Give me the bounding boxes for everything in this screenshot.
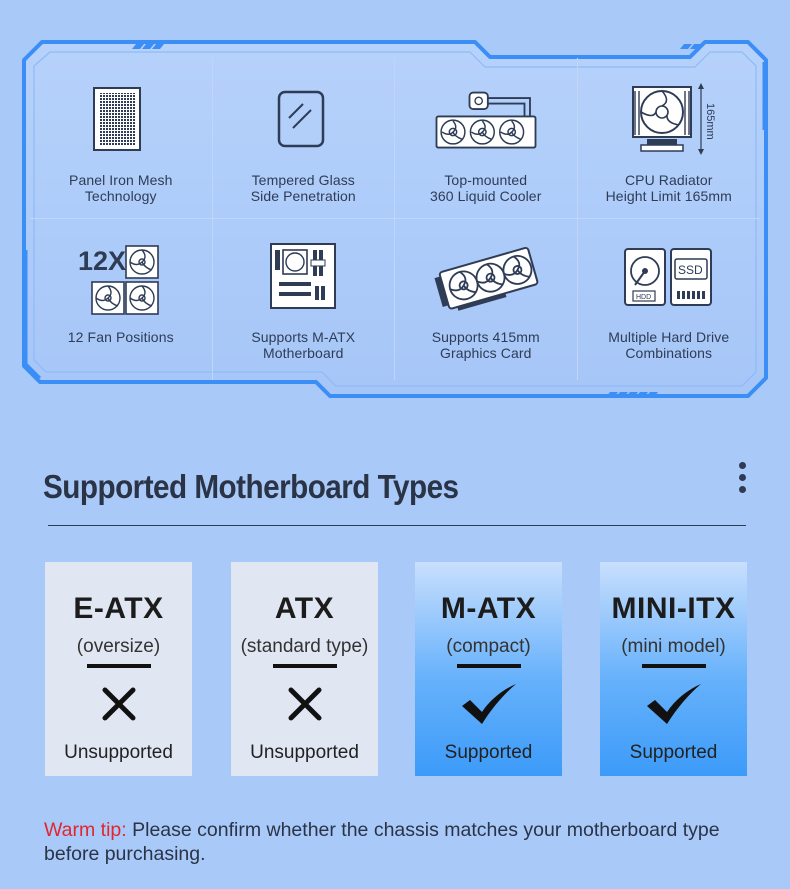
section-title: Supported Motherboard Types xyxy=(43,468,459,505)
board-name: ATX xyxy=(274,592,335,625)
feature-graphics-card xyxy=(395,219,578,380)
board-name: MINI-ITX xyxy=(611,592,736,625)
board-size: (standard type) xyxy=(240,636,369,657)
board-status: Unsupported xyxy=(64,742,173,763)
board-status: Supported xyxy=(629,742,718,763)
glass-panel-icon xyxy=(273,86,333,156)
board-name: M-ATX xyxy=(440,592,537,625)
fan-grid-icon xyxy=(76,240,166,316)
feature-glass-panel xyxy=(213,58,396,219)
board-size: (compact) xyxy=(446,636,531,657)
cross-icon xyxy=(101,686,137,722)
board-card-e-atx xyxy=(45,562,192,776)
height-dimension-label: 165mm xyxy=(703,103,716,140)
motherboard-icon xyxy=(263,240,343,316)
ssd-label: SSD xyxy=(677,263,703,277)
feature-label: 12 Fan Positions xyxy=(67,329,174,345)
feature-label: Multiple Hard Drive Combinations xyxy=(608,329,730,361)
liquid-cooler-icon xyxy=(431,86,541,156)
feature-mesh-panel xyxy=(30,58,213,219)
tip-text: Please confirm whether the chassis matches your motherboard type before purchasing. xyxy=(44,819,720,865)
board-card-atx xyxy=(231,562,378,776)
board-status: Supported xyxy=(444,742,533,763)
motherboard-cards xyxy=(45,562,747,776)
cross-icon xyxy=(287,686,323,722)
graphics-card-icon xyxy=(431,240,541,316)
checkmark-icon xyxy=(645,682,703,726)
mesh-panel-icon xyxy=(91,86,151,156)
feature-fan-positions xyxy=(30,219,213,380)
board-card-m-atx xyxy=(415,562,562,776)
cpu-radiator-icon xyxy=(619,81,719,161)
feature-label: Tempered Glass Side Penetration xyxy=(250,172,356,204)
feature-motherboard xyxy=(213,219,396,380)
card-divider xyxy=(273,664,337,668)
tip-label: Warm tip: xyxy=(44,819,127,841)
board-card-mini-itx xyxy=(600,562,747,776)
hdd-label: HDD xyxy=(635,294,651,301)
feature-cpu-radiator xyxy=(578,58,761,219)
card-divider xyxy=(642,664,706,668)
warm-tip xyxy=(44,818,744,866)
feature-hard-drives xyxy=(578,219,761,380)
board-name: E-ATX xyxy=(73,592,164,625)
feature-liquid-cooler xyxy=(395,58,578,219)
board-size: (oversize) xyxy=(76,636,161,657)
card-divider xyxy=(87,664,151,668)
more-options-icon[interactable] xyxy=(736,462,748,500)
fan-count-label: 12X xyxy=(77,246,126,276)
feature-label: Panel Iron Mesh Technology xyxy=(69,172,173,204)
feature-label: Top-mounted 360 Liquid Cooler xyxy=(430,172,542,204)
section-divider xyxy=(48,525,746,526)
feature-label: Supports 415mm Graphics Card xyxy=(431,329,540,361)
board-status: Unsupported xyxy=(250,742,359,763)
feature-label: Supports M-ATX Motherboard xyxy=(251,329,356,361)
board-size: (mini model) xyxy=(621,636,726,657)
feature-label: CPU Radiator Height Limit 165mm xyxy=(605,172,732,204)
card-divider xyxy=(457,664,521,668)
hard-drive-icon xyxy=(621,245,717,311)
checkmark-icon xyxy=(460,682,518,726)
features-grid xyxy=(30,58,760,380)
